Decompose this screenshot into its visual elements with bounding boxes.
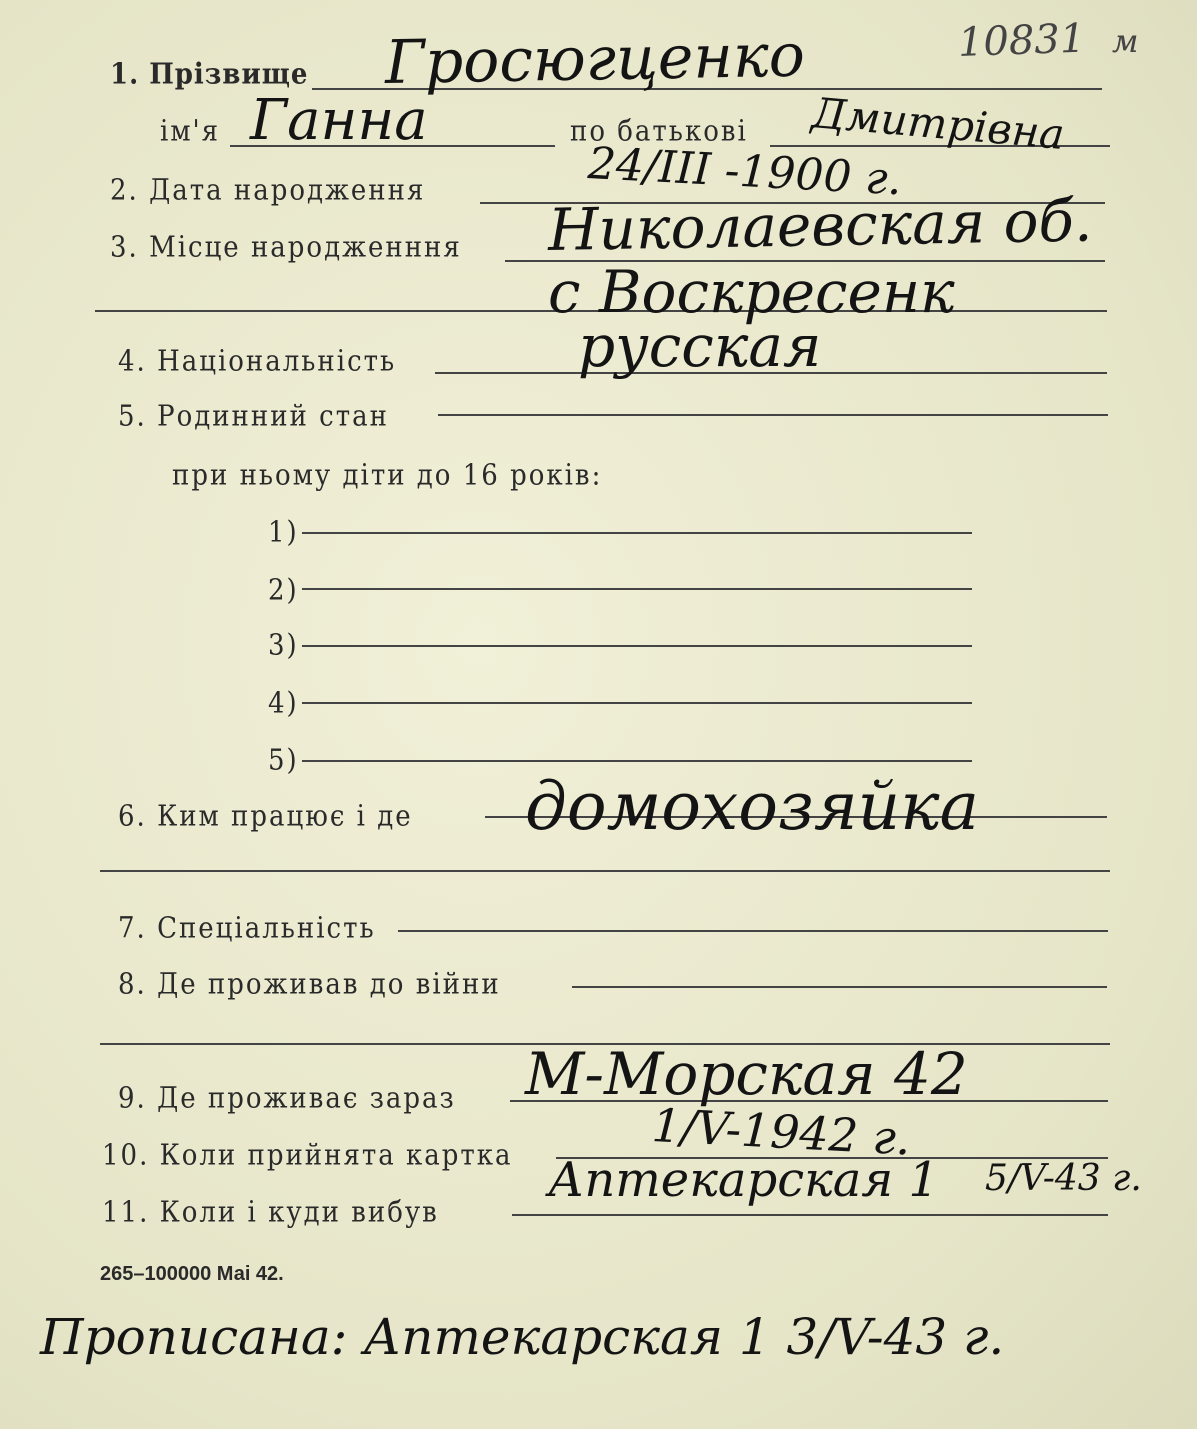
label-patronymic: по батькові [570,115,748,148]
hw-birthplace-line1: Николаевская об. [547,186,1093,264]
label-prewar-residence: 8. Де проживав до війни [118,968,501,1001]
line-child-5 [302,760,972,762]
children-number-2: 2) [268,574,299,607]
hw-birthdate: 24/III -1900 г. [586,138,903,206]
hw-patronymic: Дмитрівна [809,88,1067,159]
hw-birthplace-line2: с Воскресенк [548,258,955,326]
label-children: при ньому діти до 16 років: [172,459,603,492]
line-child-4 [302,702,972,704]
hw-departure-date: 5/V-43 г. [985,1158,1142,1199]
label-birthplace: 3. Місце народженння [110,231,462,264]
label-work: 6. Ким працює і де [118,800,413,833]
line-specialty [398,930,1108,932]
hw-card-date: 1/V-1942 г. [650,1098,912,1166]
label-nationality: 4. Національність [118,345,397,378]
hw-record-number-suffix: м [1112,22,1139,60]
label-surname: 1. Прізвище [110,58,309,91]
hw-current-residence: М-Морская 42 [525,1040,968,1108]
print-mark: 265–100000 Маі 42. [100,1263,284,1285]
children-number-5: 5) [268,744,299,777]
hw-surname: Гросюгценко [384,20,806,98]
children-number-1: 1) [268,516,299,549]
label-departure: 11. Коли і куди вибув [102,1196,439,1229]
line-departure [512,1214,1108,1216]
label-specialty: 7. Спеціальність [118,912,376,945]
children-number-3: 3) [268,629,299,662]
hw-registration-note: Прописана: Аптекарская 1 3/V-43 г. [40,1308,1005,1366]
label-marital-status: 5. Родинний стан [118,400,389,433]
label-current-residence: 9. Де проживає зараз [118,1082,456,1115]
children-number-4: 4) [268,687,299,720]
line-prewar-residence [572,986,1107,988]
label-name: ім'я [160,115,221,148]
line-child-1 [302,532,972,534]
line-marital-status [438,414,1108,416]
hw-nationality: русская [578,312,822,380]
hw-work: домохозяйка [525,768,979,845]
line-child-3 [302,645,972,647]
hw-name: Ганна [250,88,428,153]
line-child-2 [302,588,972,590]
hw-record-number: 10831 [957,15,1086,66]
line-work-2 [100,870,1110,872]
label-birthdate: 2. Дата народження [110,174,426,207]
label-card-date: 10. Коли прийнята картка [102,1139,513,1172]
hw-departure-place: Аптекарская 1 [548,1152,939,1208]
